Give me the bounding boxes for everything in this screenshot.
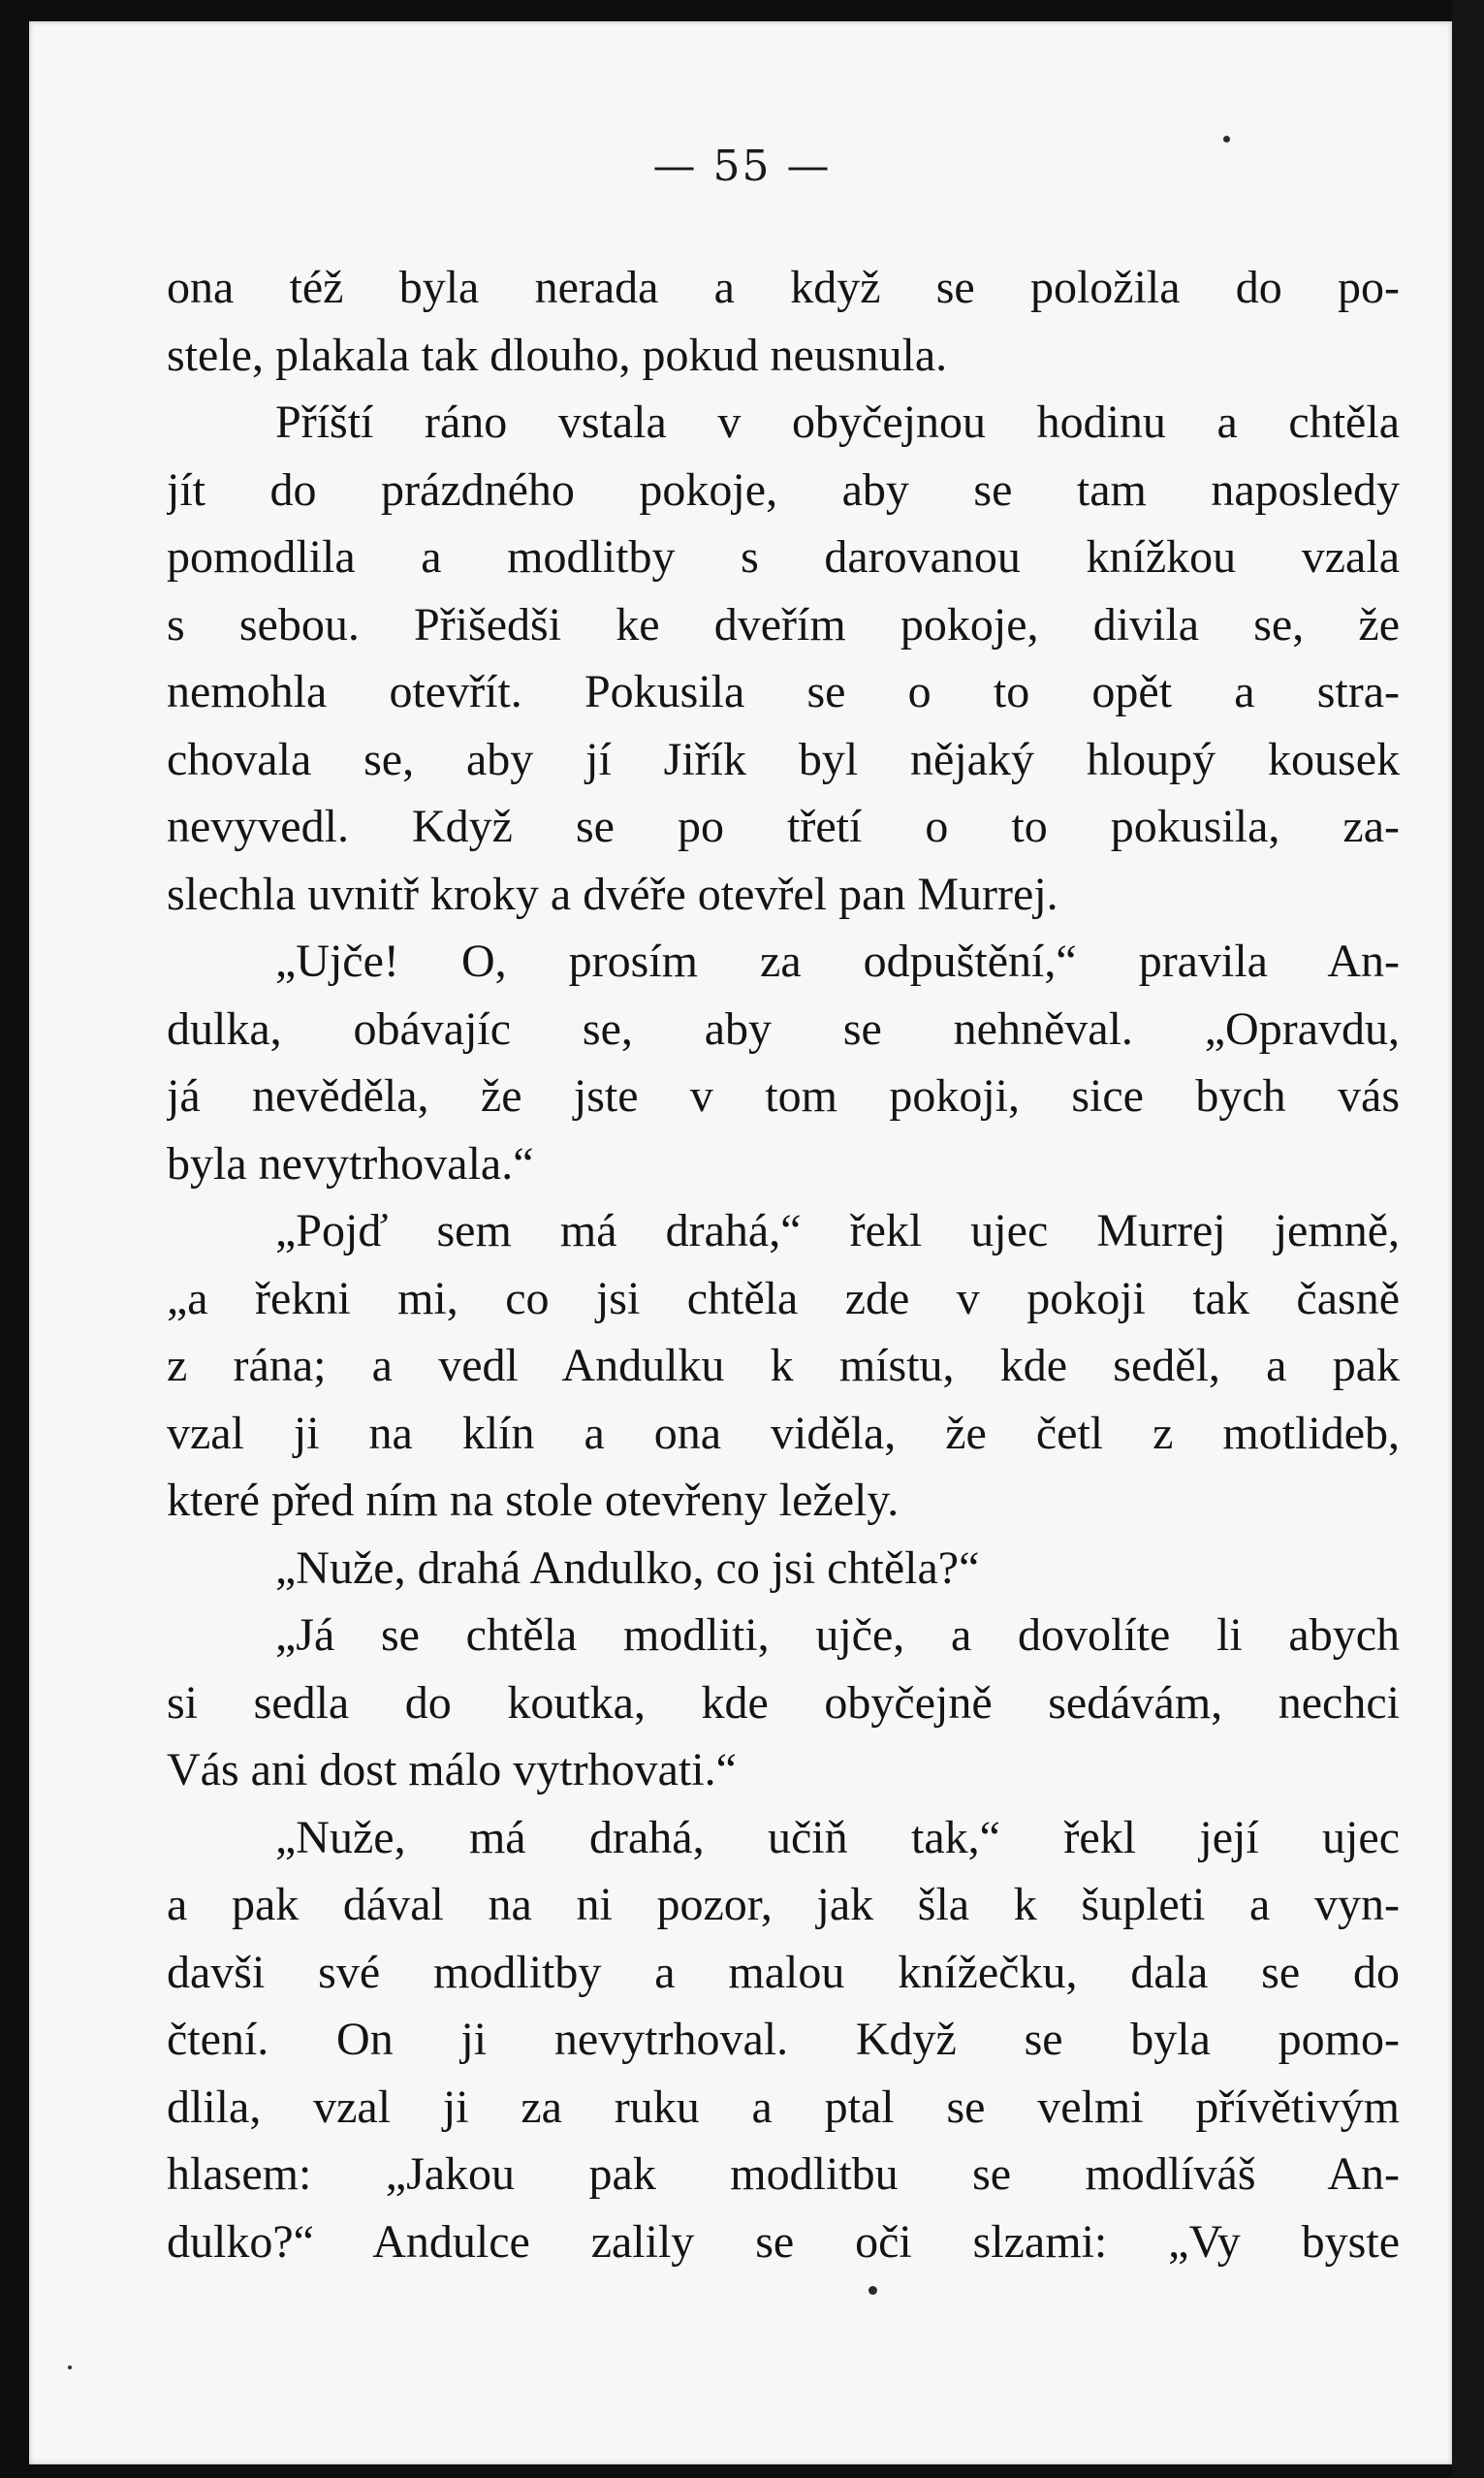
- text-line: chovala se, aby jí Jiřík byl nějaký hloupý kousek: [167, 733, 1400, 785]
- page-number: — 55 —: [652, 142, 832, 191]
- text-line: čtení. On ji nevytrhoval. Když se byla pomo-: [167, 2014, 1400, 2065]
- text-line: nevyvedl. Když se po třetí o to pokusila, za-: [167, 801, 1400, 852]
- print-speck: [1223, 136, 1230, 143]
- text-line: pomodlila a modlitby s darovanou knížkou vzala: [167, 531, 1400, 583]
- text-line: nemohla otevřít. Pokusila se o to opět a stra-: [167, 666, 1400, 717]
- text-line: ona též byla nerada a když se položila do po-: [167, 262, 1400, 313]
- text-line: Vás ani dost málo vytrhovati.“: [167, 1744, 737, 1795]
- text-line: slechla uvnitř kroky a dvéře otevřel pan Murrej.: [167, 868, 1058, 920]
- text-line: byla nevytrhovala.“: [167, 1137, 534, 1190]
- text-line: já nevěděla, že jste v tom pokoji, sice bych vás: [167, 1070, 1400, 1122]
- text-line: z rána; a vedl Andulku k místu, kde seděl, a pak: [167, 1340, 1400, 1391]
- text-line: „a řekni mi, co jsi chtěla zde v pokoji tak časně: [167, 1272, 1400, 1324]
- text-line: vzal ji na klín a ona viděla, že četl z motlideb,: [167, 1407, 1400, 1459]
- text-line: „Ujče! O, prosím za odpuštění,“ pravila An-: [275, 936, 1400, 987]
- text-line: dlila, vzal ji za ruku a ptal se velmi přívětivým: [167, 2081, 1400, 2133]
- text-line: dulka, obávajíc se, aby se nehněval. „Opravdu,: [167, 1002, 1400, 1055]
- body-text: [167, 254, 1400, 2275]
- text-line: davši své modlitby a malou knížečku, dala se do: [167, 1946, 1400, 1998]
- text-line: s sebou. Přišedši ke dveřím pokoje, divila se, že: [167, 598, 1400, 651]
- text-line: které před ním na stole otevřeny ležely.: [167, 1475, 900, 1526]
- text-line: hlasem: „Jakou pak modlitbu se modlíváš An-: [167, 2148, 1400, 2200]
- text-line: a pak dával na ni pozor, jak šla k šupleti a vyn-: [167, 1879, 1400, 1930]
- text-line: „Nuže, má drahá, učiň tak,“ řekl její ujec: [275, 1811, 1400, 1863]
- text-line: si sedla do koutka, kde obyčejně sedávám, nechci: [167, 1676, 1400, 1729]
- print-speck: [868, 2286, 877, 2295]
- text-line: jít do prázdného pokoje, aby se tam naposledy: [167, 463, 1400, 516]
- text-line: Příští ráno vstala v obyčejnou hodinu a chtěla: [275, 397, 1400, 448]
- text-line: stele, plakala tak dlouho, pokud neusnula.: [167, 329, 948, 381]
- print-speck: [68, 2366, 72, 2369]
- text-line: „Nuže, drahá Andulko, co jsi chtěla?“: [275, 1541, 980, 1594]
- text-line: dulko?“ Andulce zalily se oči slzami: „Vy byste: [167, 2215, 1400, 2268]
- scan-border-right: [1452, 0, 1484, 2478]
- text-line: „Já se chtěla modliti, ujče, a dovolíte li abych: [275, 1609, 1400, 1661]
- text-line: „Pojď sem má drahá,“ řekl ujec Murrej jemně,: [275, 1205, 1400, 1256]
